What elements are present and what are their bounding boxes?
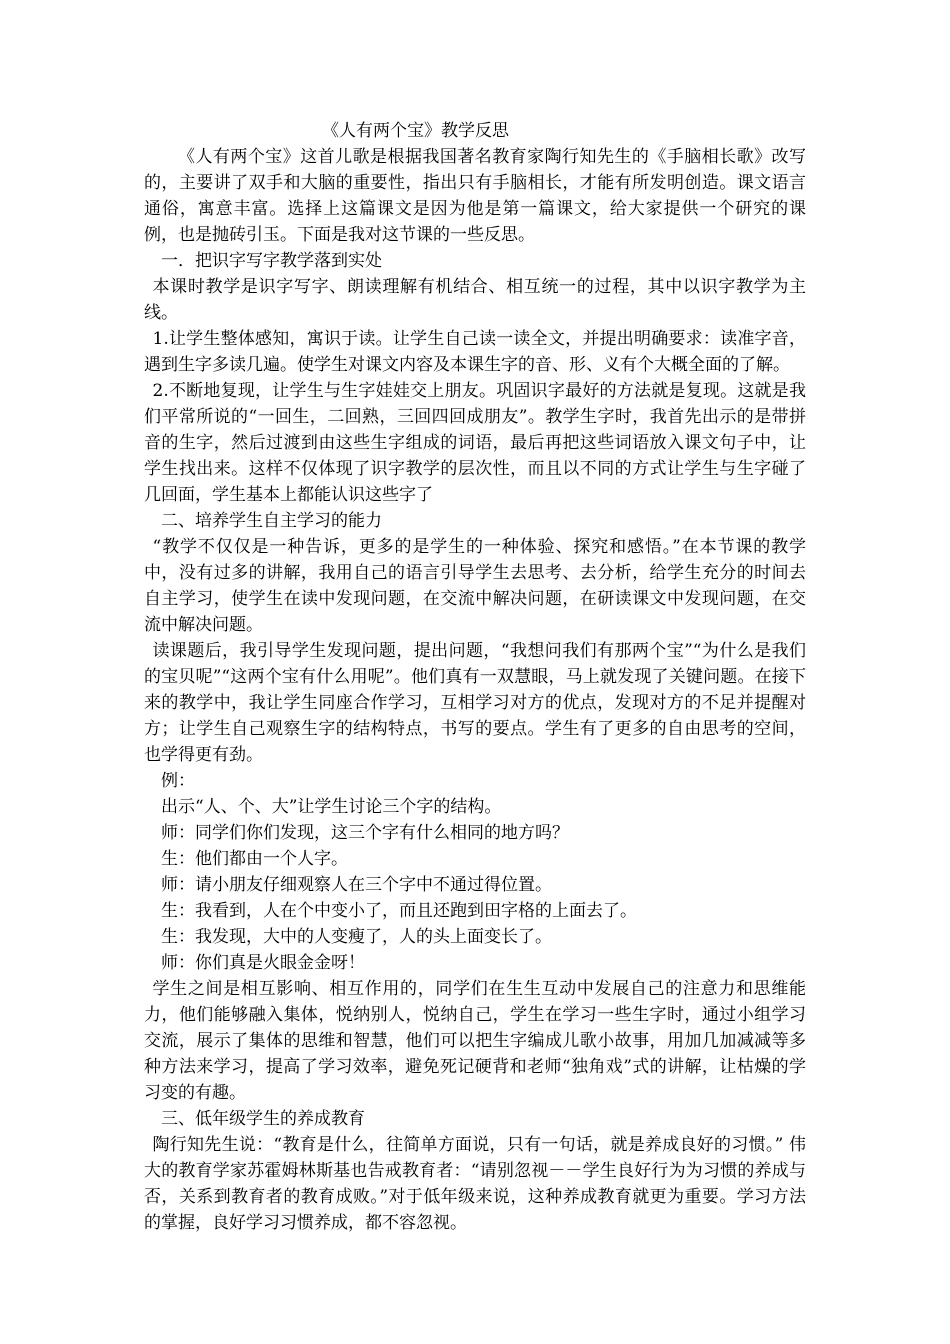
- dialogue-line: 师：同学们你们发现，这三个字有什么相同的地方吗？: [161, 823, 569, 843]
- document-body: [144, 118, 806, 1236]
- paragraph: 1.让学生整体感知，寓识于读。让学生自己读一读全文，并提出明确要求：读准字音，遇到生字多读几遍。使学生对课文内容及本课生字的音、形、义有个大概全面的了解。: [144, 329, 806, 375]
- paragraph: 2.不断地复现，让学生与生字娃娃交上朋友。巩固识字最好的方法就是复现。这就是我们平常所说的“一回生，二回熟，三回四回成朋友”。教学生字时，我首先出示的是带拼音的生字，然后过渡到由这些生字组成的词语，最后再把这些词语放入课文句子中，让学生找出来。这样不仅体现了识字教学的层次性，而且以不同的方式让学生与生字碰了几回面，学生基本上都能认识这些字了: [144, 381, 806, 505]
- paragraph: “教学不仅仅是一种告诉，更多的是学生的一种体验、探究和感悟。”在本节课的教学中，没有过多的讲解，我用自己的语言引导学生去思考、去分析，给学生充分的时间去自主学习，使学生在读中发现问题，在交流中解决问题，在研读课文中发现问题，在交流中解决问题。: [144, 537, 806, 635]
- document-title: 《人有两个宝》教学反思: [322, 121, 509, 141]
- dialogue-line: 生：我看到，人在个中变小了，而且还跑到田字格的上面去了。: [161, 901, 637, 921]
- paragraph-list: [144, 144, 806, 1236]
- dialogue-line: 师：你们真是火眼金金呀！: [161, 953, 365, 973]
- example-label: 例：: [161, 771, 195, 791]
- section-heading: 一．把识字写字教学落到实处: [161, 251, 382, 271]
- paragraph: 陶行知先生说：“教育是什么，往简单方面说，只有一句话，就是养成良好的习惯。” 伟大的教育学家苏霍姆林斯基也告戒教育者：“请别忽视－－学生良好行为为习惯的养成与否，关系到教育者的教育成败。”对于低年级来说，这种养成教育就更为重要。学习方法的掌握，良好学习习惯养成，都不容忽视。: [144, 1135, 806, 1233]
- paragraph: 学生之间是相互影响、相互作用的，同学们在生生互动中发展自己的注意力和思维能力，他们能够融入集体，悦纳别人，悦纳自己，学生在学习一些生字时，通过小组学习交流，展示了集体的思维和智慧，他们可以把生字编成儿歌小故事，用加几加减减等多种方法来学习，提高了学习效率，避免死记硬背和老师“独角戏”式的讲解，让枯燥的学习变的有趣。: [144, 979, 806, 1103]
- dialogue-line: 师：请小朋友仔细观察人在三个字中不通过得位置。: [161, 875, 552, 895]
- paragraph: 本课时教学是识字写字、朗读理解有机结合、相互统一的过程，其中以识字教学为主线。: [144, 277, 806, 323]
- paragraph: 读课题后，我引导学生发现问题，提出问题，“我想问我们有那两个宝”“为什么是我们的宝贝呢”“这两个宝有什么用呢”。他们真有一双慧眼，马上就发现了关键问题。在接下来的教学中，我让学生同座合作学习，互相学习对方的优点，发现对方的不足并提醒对方；让学生自己观察生字的结构特点，书写的要点。学生有了更多的自由思考的空间，也学得更有劲。: [144, 641, 806, 765]
- paragraph: 《人有两个宝》这首儿歌是根据我国著名教育家陶行知先生的《手脑相长歌》改写的，主要讲了双手和大脑的重要性，指出只有手脑相长，才能有所发明创造。课文语言通俗，寓意丰富。选择上这篇课文是因为他是第一篇课文，给大家提供一个研究的课例，也是抛砖引玉。下面是我对这节课的一些反思。: [144, 147, 806, 245]
- section-heading: 二、培养学生自主学习的能力: [161, 511, 382, 531]
- dialogue-line: 生：他们都由一个人字。: [161, 849, 348, 869]
- dialogue-line: 出示“人、个、大”让学生讨论三个字的结构。: [161, 797, 502, 817]
- dialogue-line: 生：我发现，大中的人变瘦了，人的头上面变长了。: [161, 927, 552, 947]
- section-heading: 三、低年级学生的养成教育: [161, 1109, 365, 1129]
